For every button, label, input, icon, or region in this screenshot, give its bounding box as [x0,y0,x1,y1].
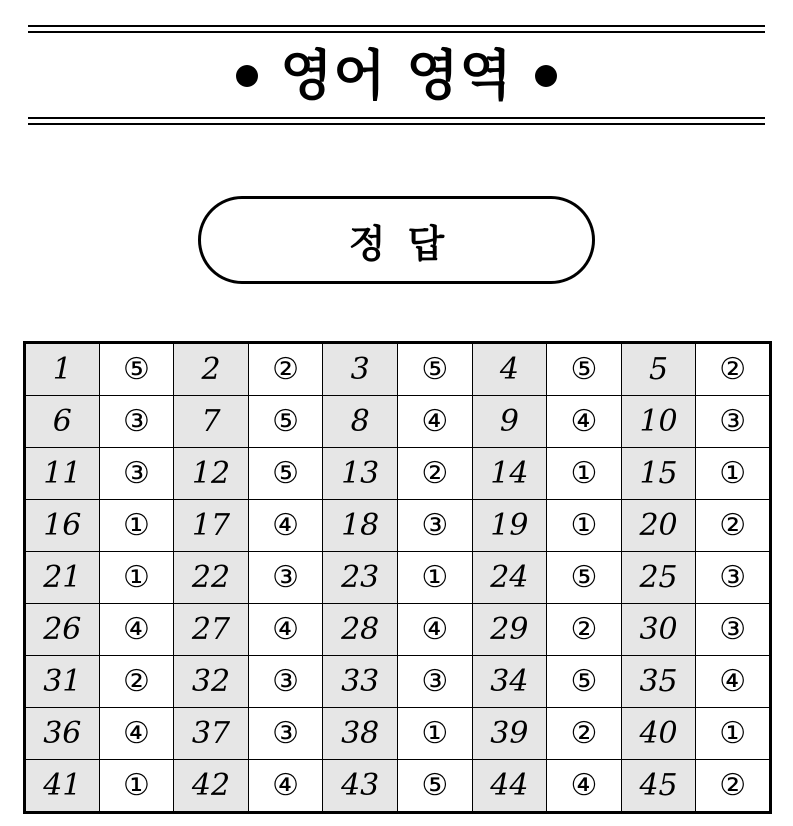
answer-choice: ④ [547,396,622,448]
answer-choice: ② [397,448,472,500]
question-number: 29 [472,604,547,656]
question-number: 4 [472,343,547,396]
answer-choice: ③ [248,552,323,604]
answer-choice: ② [248,343,323,396]
question-number: 35 [621,656,696,708]
question-number: 1 [25,343,100,396]
question-number: 45 [621,760,696,813]
answer-key-label-text: 정답 [348,221,467,266]
question-number: 21 [25,552,100,604]
question-number: 7 [174,396,249,448]
question-number: 38 [323,708,398,760]
answer-choice: ① [397,552,472,604]
answer-choice: ④ [248,500,323,552]
table-row [25,656,771,708]
answer-choice: ④ [397,396,472,448]
answer-choice: ③ [696,604,771,656]
answer-choice: ① [99,760,174,813]
question-number: 30 [621,604,696,656]
table-row [25,708,771,760]
answer-choice: ③ [248,656,323,708]
page-title [28,36,765,116]
answer-choice: ① [696,448,771,500]
table-row [25,760,771,813]
question-number: 33 [323,656,398,708]
answer-choice: ④ [547,760,622,813]
question-number: 13 [323,448,398,500]
answer-choice: ③ [99,396,174,448]
answer-choice: ③ [397,656,472,708]
table-row [25,343,771,396]
table-row [25,448,771,500]
answer-choice: ⑤ [547,343,622,396]
answer-choice: ④ [696,656,771,708]
question-number: 25 [621,552,696,604]
question-number: 28 [323,604,398,656]
answer-choice: ① [547,448,622,500]
answer-table [23,341,772,814]
question-number: 22 [174,552,249,604]
question-number: 42 [174,760,249,813]
question-number: 15 [621,448,696,500]
bottom-rule-inner [28,123,765,125]
bottom-rule-outer [28,117,765,119]
table-row [25,396,771,448]
answer-key-label [198,196,595,284]
answer-choice: ③ [397,500,472,552]
answer-choice: ③ [248,708,323,760]
question-number: 6 [25,396,100,448]
answer-choice: ② [696,500,771,552]
answer-choice: ① [99,500,174,552]
question-number: 43 [323,760,398,813]
question-number: 24 [472,552,547,604]
question-number: 18 [323,500,398,552]
answer-choice: ④ [248,760,323,813]
question-number: 19 [472,500,547,552]
question-number: 14 [472,448,547,500]
question-number: 8 [323,396,398,448]
answer-choice: ⑤ [248,448,323,500]
answer-choice: ⑤ [547,656,622,708]
title-text: 영어 영역 [280,44,513,107]
top-rule-outer [28,25,765,27]
answer-choice: ② [696,343,771,396]
question-number: 36 [25,708,100,760]
question-number: 32 [174,656,249,708]
question-number: 41 [25,760,100,813]
answer-choice: ④ [99,604,174,656]
question-number: 37 [174,708,249,760]
question-number: 10 [621,396,696,448]
answer-choice: ⑤ [547,552,622,604]
question-number: 31 [25,656,100,708]
answer-choice: ② [696,760,771,813]
answer-choice: ① [696,708,771,760]
question-number: 20 [621,500,696,552]
question-number: 27 [174,604,249,656]
table-row [25,552,771,604]
answer-choice: ③ [99,448,174,500]
answer-choice: ② [547,604,622,656]
bullet-left-icon [236,65,258,87]
answer-choice: ⑤ [99,343,174,396]
question-number: 44 [472,760,547,813]
question-number: 11 [25,448,100,500]
question-number: 12 [174,448,249,500]
question-number: 9 [472,396,547,448]
answer-choice: ① [99,552,174,604]
answer-choice: ② [99,656,174,708]
question-number: 39 [472,708,547,760]
question-number: 5 [621,343,696,396]
answer-choice: ② [547,708,622,760]
question-number: 23 [323,552,398,604]
answer-choice: ⑤ [248,396,323,448]
answer-choice: ⑤ [397,343,472,396]
answer-choice: ④ [397,604,472,656]
answer-choice: ① [397,708,472,760]
table-row [25,500,771,552]
answer-choice: ① [547,500,622,552]
question-number: 34 [472,656,547,708]
question-number: 16 [25,500,100,552]
question-number: 40 [621,708,696,760]
answer-choice: ④ [248,604,323,656]
question-number: 2 [174,343,249,396]
bullet-right-icon [535,65,557,87]
question-number: 26 [25,604,100,656]
answer-choice: ③ [696,552,771,604]
question-number: 17 [174,500,249,552]
answer-choice: ⑤ [397,760,472,813]
top-rule-inner [28,31,765,33]
question-number: 3 [323,343,398,396]
table-row [25,604,771,656]
answer-choice: ④ [99,708,174,760]
answer-choice: ③ [696,396,771,448]
